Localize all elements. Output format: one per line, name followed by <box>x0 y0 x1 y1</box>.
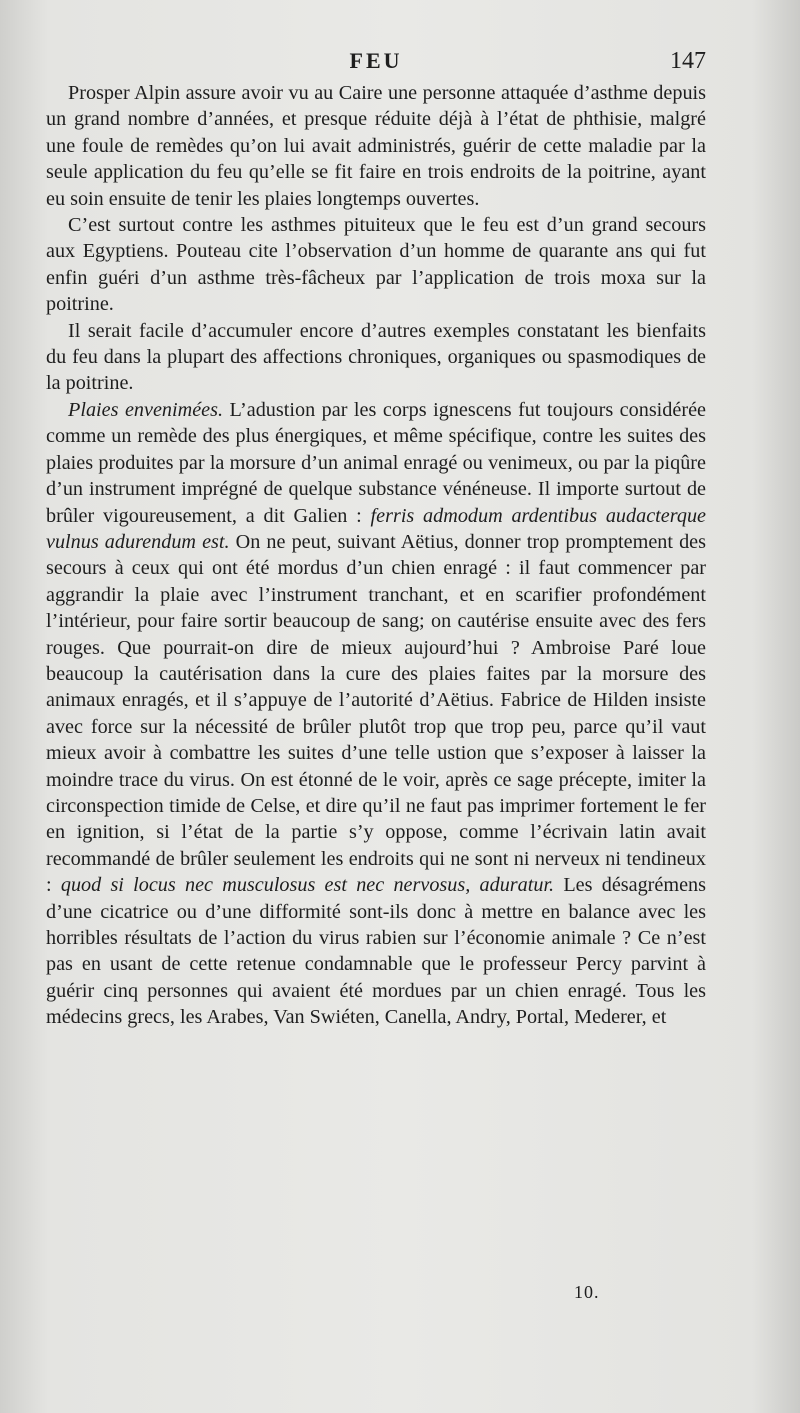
paragraph-asthma-pituitary: C’est surtout contre les asthmes pituiteux que le feu est d’un grand secours aux Egyptiens. Pouteau cite l’observation d’un homme de quarante ans qui fut enfin guéri d’un asthme très-fâcheux par l’application de trois moxa sur la poitrine. <box>46 214 706 316</box>
page-number: 147 <box>670 48 706 74</box>
section-heading-plaies-envenimees: Plaies envenimées. <box>68 398 224 421</box>
signature-mark: 10. <box>574 1282 600 1302</box>
paragraph-text-part-3: Les désagrémens d’une cicatrice ou d’une difformité sont-ils donc à mettre en balance avec les horribles résultats de l’action du virus rabien sur l’économie animale ? Ce n’est pas en usant de cette retenue condamnable que le professeur Percy parvint à guérir cinq personnes qui avaient été mordues par un chien enragé. Tous les médecins grecs, les Arabes, Van Swiéten, Canella, Andry, Portal, Mederer, et <box>46 874 706 1029</box>
latin-quote-galien: ferris admodum ardentibus audacterque vulnus adurendum est. <box>46 504 706 553</box>
body-text <box>46 80 706 1031</box>
paragraph-poisoned-wounds <box>46 397 706 1031</box>
paragraph-text-part-1: L’adustion par les corps ignescens fut toujours considérée comme un remède des plus énergiques, et même spécifique, contre les suites des plaies produites par la morsure d’un animal enragé ou venimeux, ou par la piqûre d’un instrument imprégné de quelque substance vénéneuse. Il importe surtout de brûler vigoureusement, a dit Galien : <box>46 398 706 527</box>
paragraph-asthma-alpin: Prosper Alpin assure avoir vu au Caire une personne attaquée d’asthme depuis un grand nombre d’années, et presque réduite déjà à l’état de phthisie, malgré une foule de remèdes qu’on lui avait administrés, guérir de cette maladie par la seule application du feu qu’elle se fit faire en trois endroits de la poitrine, ayant eu soin ensuite de tenir les plaies longtemps ouvertes. <box>46 82 706 210</box>
running-title: FEU <box>349 48 403 73</box>
latin-quote-celse: quod si locus nec musculosus est nec nervosus, aduratur. <box>60 874 555 897</box>
page-header <box>46 48 706 84</box>
paragraph-text-part-2: On ne peut, suivant Aëtius, donner trop promptement des secours à ceux qui ont été mordus d’un chien enragé : il faut commencer par aggrandir la plaie avec l’instrument tranchant, et en scarifier profondément l’intérieur, pour faire sortir beaucoup de sang; on cautérise ensuite avec des fers rouges. Que pourrait-on dire de mieux aujourd’hui ? Ambroise Paré loue beaucoup la cautérisation dans la cure des plaies faites par la morsure des animaux enragés, et il s’appuye de l’autorité d’Aëtius. Fabrice de Hilden insiste avec force sur la nécessité de brûler plutôt trop que trop peu, parce qu’il vaut mieux avoir à combattre les suites d’une telle ustion que s’exposer à laisser la moindre trace du virus. On est étonné de le voir, après ce sage précepte, imiter la circonspection timide de Celse, et dire qu’il ne faut pas imprimer fortement le fer en ignition, si l’état de la partie s’y oppose, comme l’écrivain latin avait recommandé de brûler seulement les endroits qui ne sont ni nerveux ni tendineux : <box>46 530 706 897</box>
paragraph-chronic-affections: Il serait facile d’accumuler encore d’autres exemples constatant les bienfaits du feu dans la plupart des affections chroniques, organiques ou spasmodiques de la poitrine. <box>46 319 706 395</box>
